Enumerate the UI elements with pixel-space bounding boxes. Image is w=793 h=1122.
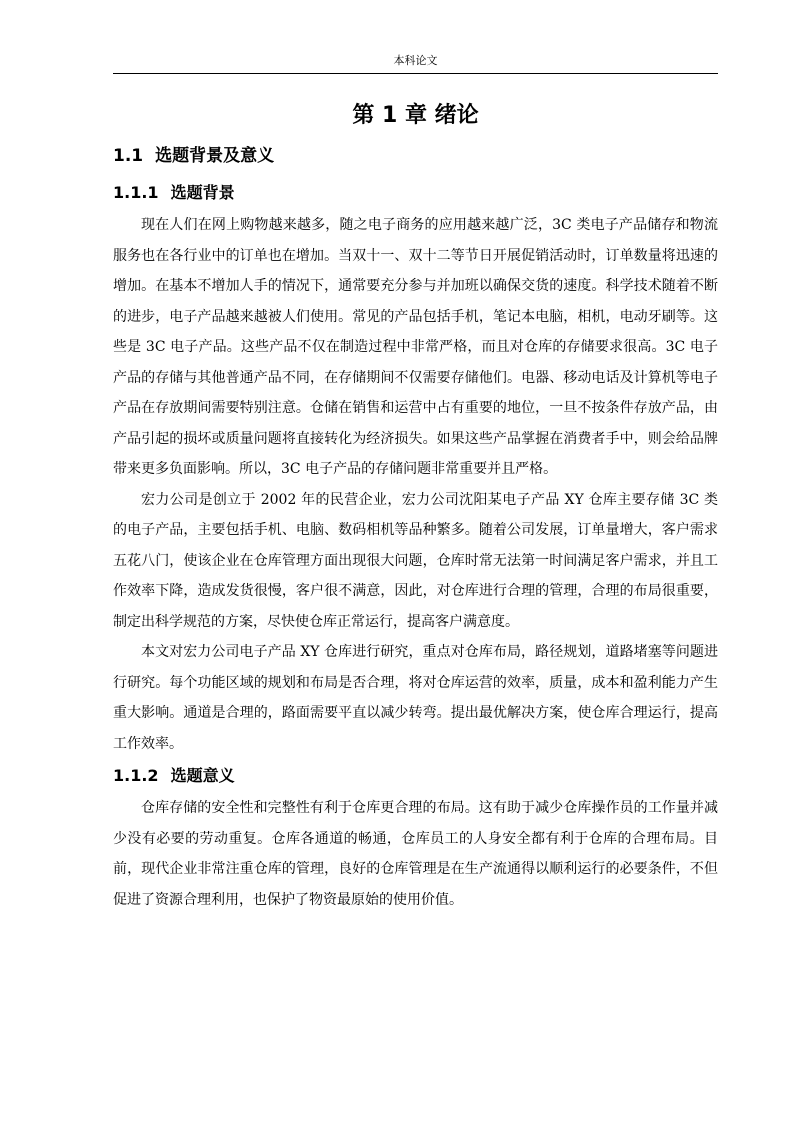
section-title: 选题背景及意义: [155, 146, 275, 166]
subsection-heading: [113, 176, 718, 210]
body-paragraph: 宏力公司是创立于 2002 年的民营企业，宏力公司沈阳某电子产品 XY 仓库主要存储 3C 类的电子产品，主要包括手机、电脑、数码相机等品种繁多。随着公司发展，订单量增大，客户需求五花八门，使该企业在仓库管理方面出现很大问题，仓库时常无法第一时间满足客户需求，并且工作效率下降，造成发货很慢，客户很不满意，因此，对仓库进行合理的管理，合理的布局很重要，制定出科学规范的方案，尽快使仓库正常运行，提高客户满意度。: [113, 491, 718, 630]
section-heading: [113, 136, 718, 176]
running-header: 本科论文: [393, 54, 438, 67]
subsection-title: 选题意义: [170, 766, 235, 785]
header-divider: [113, 73, 718, 74]
subsection-number: 1.1.2: [113, 766, 159, 785]
subsection-number: 1.1.1: [113, 183, 159, 202]
chapter-title: 第 1 章 绪论: [352, 103, 479, 128]
section-number: 1.1: [113, 146, 144, 166]
subsection-heading: [113, 759, 718, 793]
page-content: [113, 96, 718, 915]
subsection-title: 选题背景: [170, 183, 235, 202]
body-paragraph: 本文对宏力公司电子产品 XY 仓库进行研究，重点对仓库布局，路径规划，道路堵塞等问题进行研究。每个功能区域的规划和布局是否合理，将对仓库运营的效率，质量，成本和盈利能力产生重大影响。通道是合理的，路面需要平直以减少转弯。提出最优解决方案，使仓库合理运行，提高工作效率。: [113, 644, 718, 752]
body-paragraph: 现在人们在网上购物越来越多，随之电子商务的应用越来越广泛，3C 类电子产品储存和物流服务也在各行业中的订单也在增加。当双十一、双十二等节日开展促销活动时，订单数量将迅速的增加。在基本不增加人手的情况下，通常要充分参与并加班以确保交货的速度。科学技术随着不断的进步，电子产品越来越被人们使用。常见的产品包括手机，笔记本电脑，相机，电动牙刷等。这些是 3C 电子产品。这些产品不仅在制造过程中非常严格，而且对仓库的存储要求很高。3C 电子产品的存储与其他普通产品不同，在存储期间不仅需要存储他们。电器、移动电话及计算机等电子产品在存放期间需要特别注意。仓储在销售和运营中占有重要的地位，一旦不按条件存放产品，由产品引起的损坏或质量问题将直接转化为经济损失。如果这些产品掌握在消费者手中，则会给品牌带来更多负面影响。所以，3C 电子产品的存储问题非常重要并且严格。: [113, 217, 718, 477]
body-paragraph: 仓库存储的安全性和完整性有利于仓库更合理的布局。这有助于减少仓库操作员的工作量并减少没有必要的劳动重复。仓库各通道的畅通，仓库员工的人身安全都有利于仓库的合理布局。目前，现代企业非常注重仓库的管理，良好的仓库管理是在生产流通得以顺利运行的必要条件，不但促进了资源合理利用，也保护了物资最原始的使用价值。: [113, 800, 718, 908]
